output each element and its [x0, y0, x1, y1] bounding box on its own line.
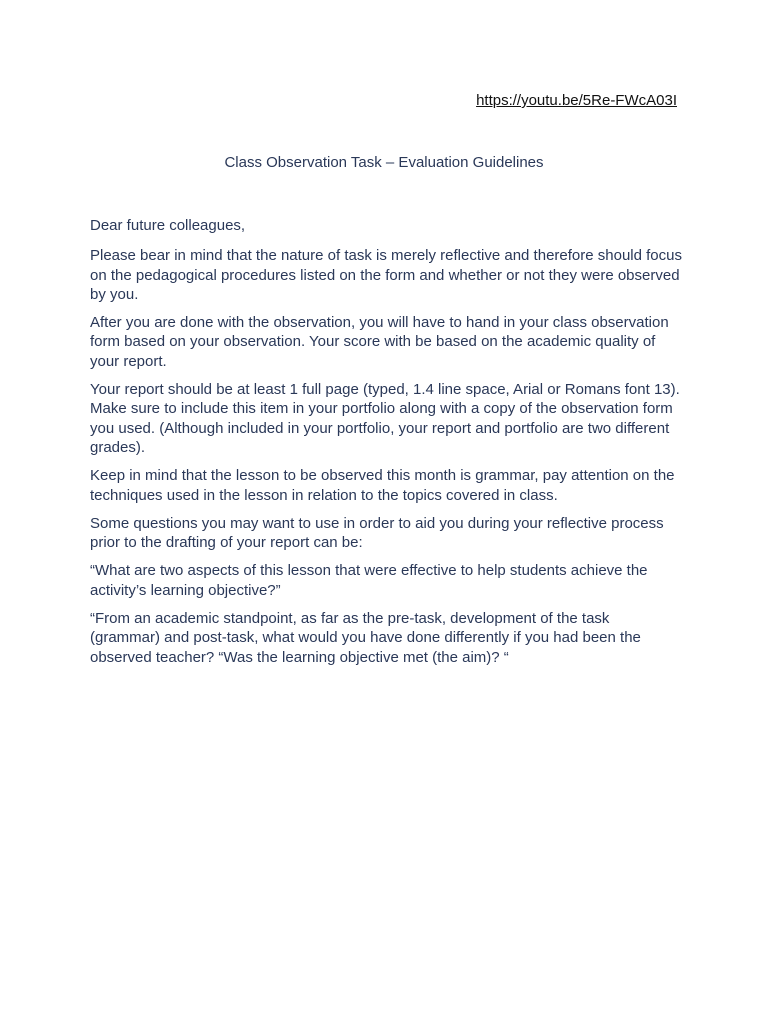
question-done-differently: “From an academic standpoint, as far as the pre-task, development of the task (grammar) and post-task, what would you have done differently if you had been the observed teacher? “Was the learning objective met (the aim)? “: [90, 610, 641, 666]
question-effective-aspects: “What are two aspects of this lesson that were effective to help students achieve the activity’s learning objective?”: [90, 562, 648, 599]
paragraph-lesson-focus: Keep in mind that the lesson to be observed this month is grammar, pay attention on the techniques used in the lesson in relation to the topics covered in class.: [90, 467, 675, 504]
document-title: Class Observation Task – Evaluation Guidelines: [224, 154, 544, 171]
greeting: Dear future colleagues,: [90, 217, 246, 234]
paragraph-hand-in: After you are done with the observation, you will have to hand in your class observation form based on your observation. Your score with be based on the academic quality of your report.: [90, 314, 669, 370]
link-row: [476, 92, 677, 110]
document-body: [90, 216, 682, 676]
paragraph-task-nature: Please bear in mind that the nature of task is merely reflective and therefore should focus on the pedagogical procedures listed on the form and whether or not they were observed by you.: [90, 247, 682, 303]
paragraph-questions-intro: Some questions you may want to use in order to aid you during your reflective process prior to the drafting of your report can be:: [90, 514, 664, 552]
paragraph-report-format: Your report should be at least 1 full page (typed, 1.4 line space, Arial or Romans font 13). Make sure to include this item in your portfolio along with a copy of the observation form you used. (Although included in your portfolio, your report and portfolio are two different grades).: [90, 381, 680, 456]
video-link[interactable]: https://youtu.be/5Re-FWcA03I: [476, 92, 677, 109]
